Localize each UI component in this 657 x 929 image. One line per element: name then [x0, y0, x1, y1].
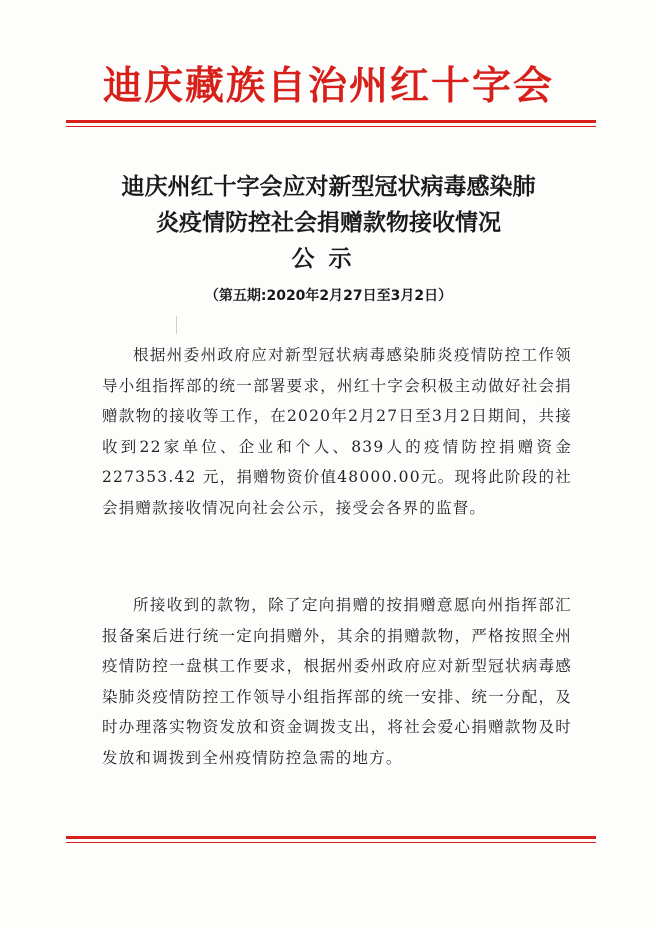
divider-thin-line: [66, 126, 596, 127]
document-period: （第五期:2020年2月27日至3月2日）: [204, 288, 453, 304]
body-paragraph-2: 所接收到的款物，除了定向捐赠的按捐赠意愿向州指挥部汇报备案后进行统一定向捐赠外，其余的捐赠款物，严格按照全州疫情防控一盘棋工作要求，根据州委州政府应对新型冠状病毒感染肺炎疫情防控工作领导小组指挥部的统一安排、统一分配，及时办理落实物资发放和资金调拨支出，将社会爱心捐赠款物及时发放和调拨到全州疫情防控急需的地方。: [102, 596, 572, 767]
letterhead-divider: [66, 120, 596, 127]
document-title-line-3: 公示: [291, 245, 366, 272]
divider-thick-line: [66, 120, 596, 123]
footer-thin-line: [66, 842, 596, 843]
footer-divider: [66, 836, 596, 843]
scan-artifact-mark: [176, 316, 177, 334]
document-title-line-1: 迪庆州红十字会应对新型冠状病毒感染肺: [121, 173, 536, 200]
letterhead-org-name: 迪庆藏族自治州红十字会: [102, 63, 554, 109]
footer-thick-line: [66, 836, 596, 839]
body-paragraph-1: 根据州委州政府应对新型冠状病毒感染肺炎疫情防控工作领导小组指挥部的统一部署要求，州红十字会积极主动做好社会捐赠款物的接收等工作，在2020年2月27日至3月2日期间，共接收到22家单位、企业和个人、839人的疫情防控捐赠资金227353.42 元，捐赠物资价值48000.00元。现将此阶段的社会捐赠款接收情况向社会公示，接受会各界的监督。: [102, 346, 572, 517]
document-title-line-2: 炎疫情防控社会捐赠款物接收情况: [156, 209, 501, 236]
